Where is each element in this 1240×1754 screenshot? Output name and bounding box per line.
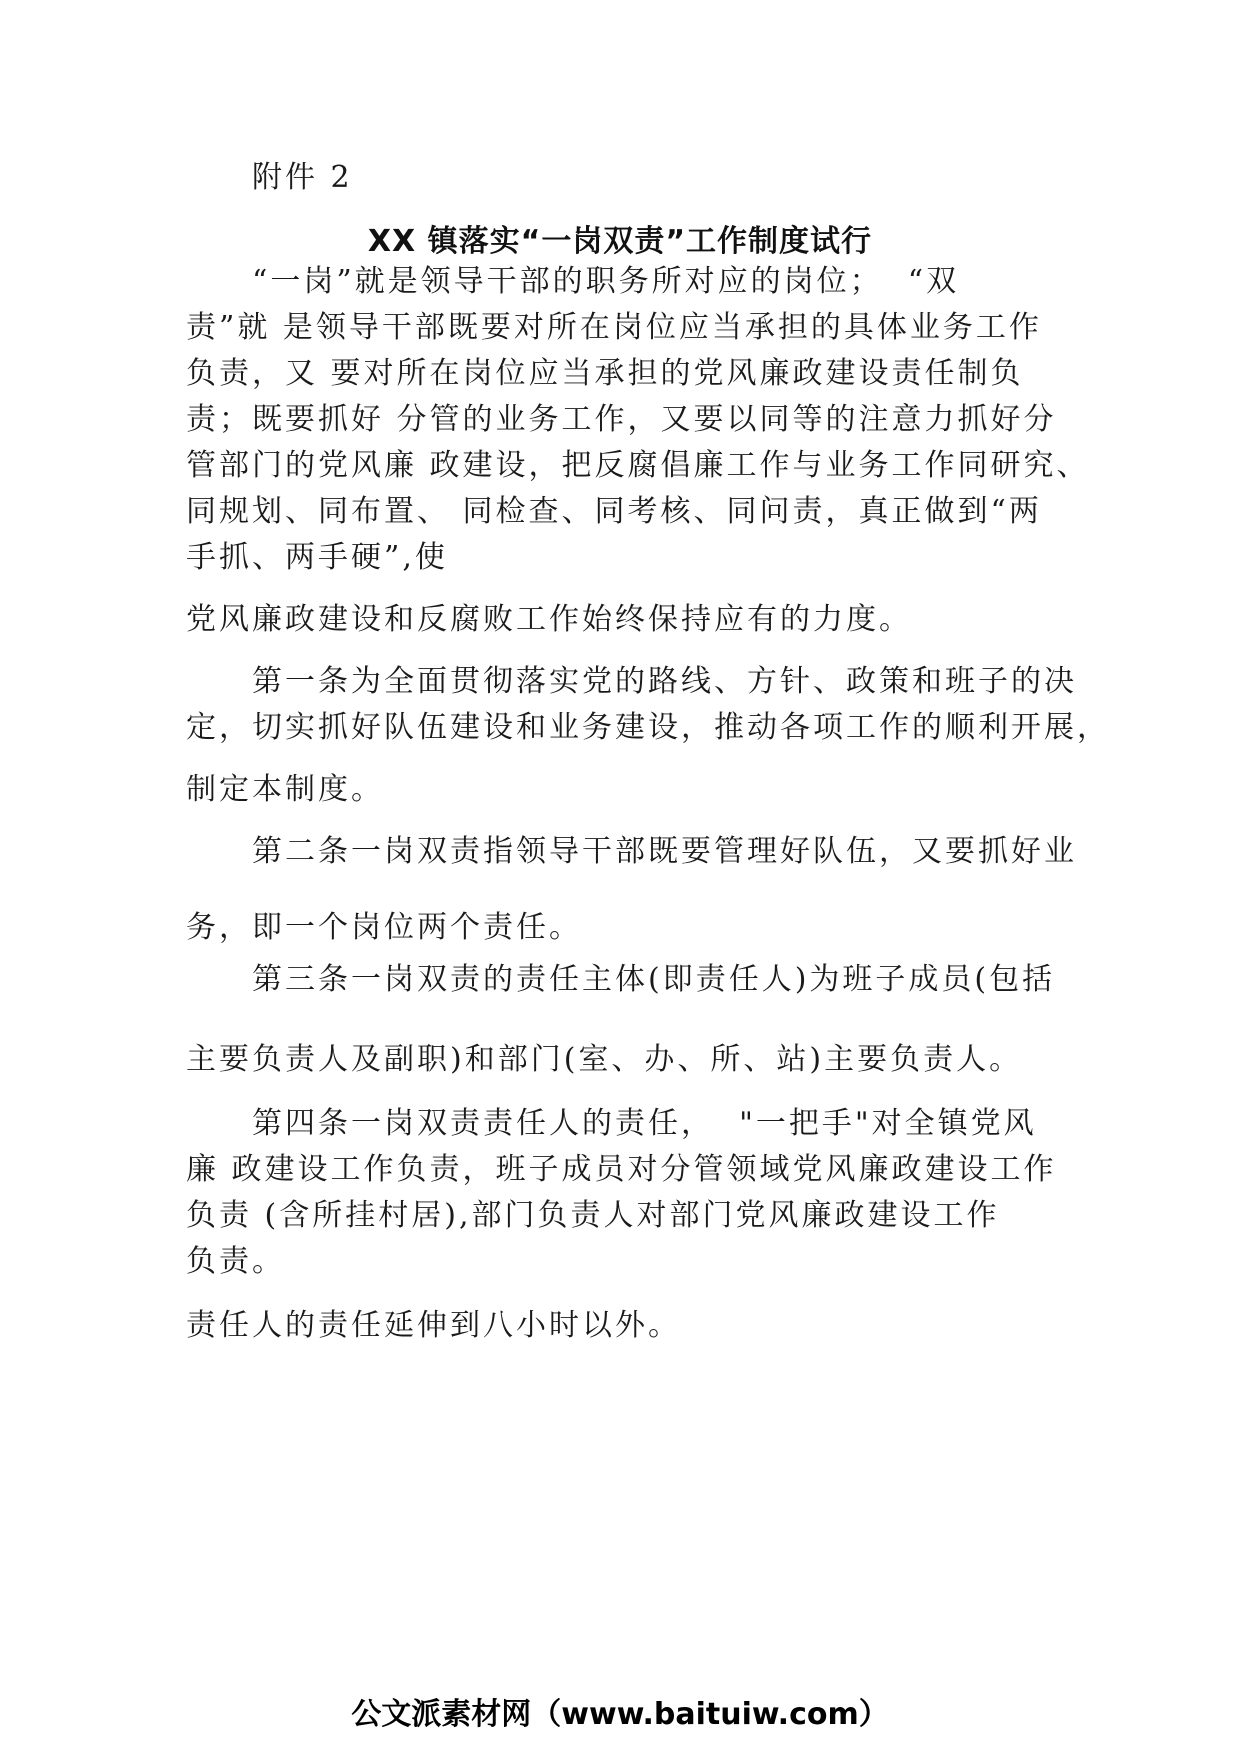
article-3-line: 第三条一岗双责的责任主体(即责任人)为班子成员(包括	[252, 962, 1056, 997]
document-title: XX 镇落实“一岗双责”工作制度试行	[367, 224, 873, 259]
article-1-line: 定，切实抓好队伍建设和业务建设，推动各项工作的顺利开展，	[186, 710, 1110, 745]
article-1-line: 制定本制度。	[186, 772, 384, 807]
article-3-line: 主要负责人及副职)和部门(室、办、所、站)主要负责人。	[186, 1042, 1023, 1077]
article-2-line: 第二条一岗双责指领导干部既要管理好队伍，又要抓好业	[252, 834, 1077, 869]
intro-line: 同规划、同布置、 同检查、同考核、同问责，真正做到“两	[186, 494, 1042, 529]
intro-line: “一岗”就是领导干部的职务所对应的岗位； “双	[252, 264, 960, 299]
intro-line: 责；既要抓好 分管的业务工作，又要以同等的注意力抓好分	[186, 402, 1057, 437]
intro-line: 负责，又 要对所在岗位应当承担的党风廉政建设责任制负	[186, 356, 1024, 391]
intro-line: 责”就 是领导干部既要对所在岗位应当承担的具体业务工作	[186, 310, 1042, 345]
article-4-line: 责任人的责任延伸到八小时以外。	[186, 1308, 681, 1343]
article-4-line: 廉 政建设工作负责，班子成员对分管领域党风廉政建设工作	[186, 1152, 1057, 1187]
article-4-line: 第四条一岗双责责任人的责任， "一把手"对全镇党风	[252, 1106, 1037, 1141]
intro-line: 党风廉政建设和反腐败工作始终保持应有的力度。	[186, 602, 912, 637]
intro-line: 管部门的党风廉 政建设，把反腐倡廉工作与业务工作同研究、	[186, 448, 1090, 483]
article-2-line: 务，即一个岗位两个责任。	[186, 910, 582, 945]
attachment-label: 附件 2	[252, 160, 353, 195]
article-4-line: 负责 (含所挂村居),部门负责人对部门党风廉政建设工作	[186, 1198, 1000, 1233]
article-1-line: 第一条为全面贯彻落实党的路线、方针、政策和班子的决	[252, 664, 1077, 699]
source-watermark-footer: 公文派素材网（www.baituiw.com）	[351, 1697, 889, 1732]
intro-line: 手抓、两手硬”,使	[186, 540, 448, 575]
article-4-line: 负责。	[186, 1244, 285, 1279]
